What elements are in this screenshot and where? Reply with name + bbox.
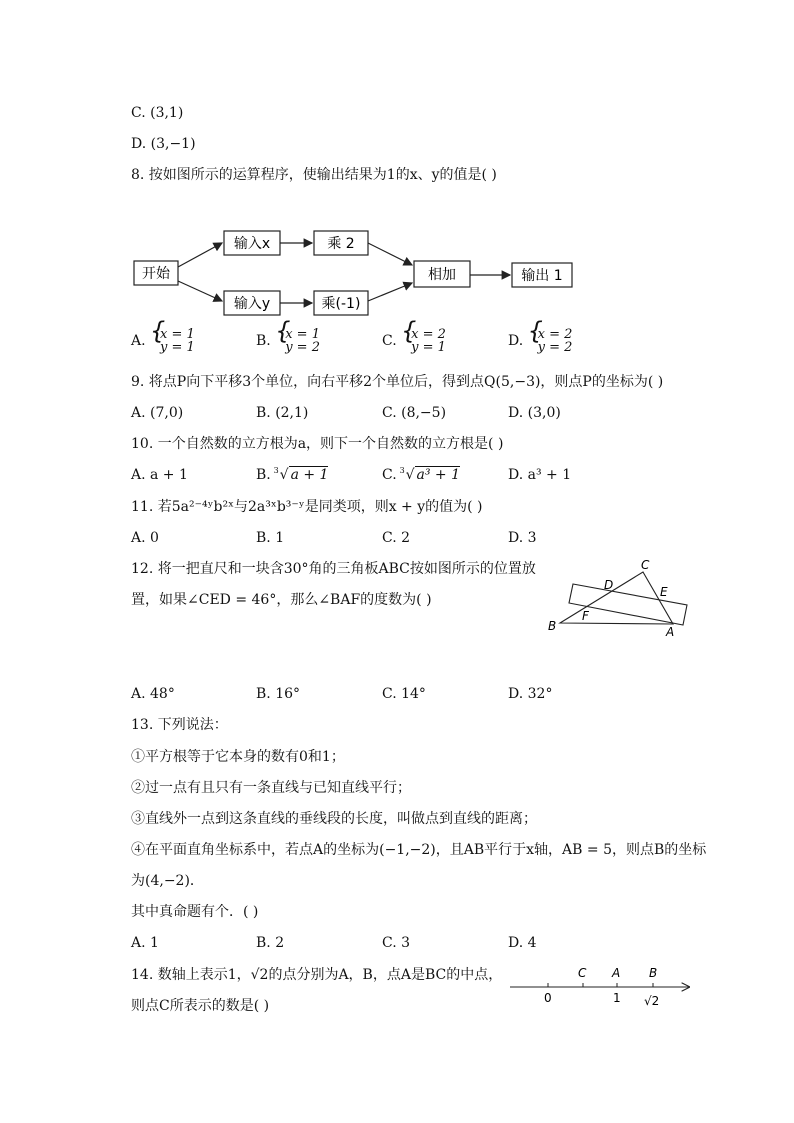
q11-option-b: B. 1 [256, 530, 285, 546]
label-c: C [641, 558, 650, 572]
q8-option-d: D. { x = 2 y = 2 [508, 328, 572, 354]
q10-option-a: A. a + 1 [131, 467, 188, 483]
q9-option-b: B. (2,1) [256, 405, 309, 421]
flow-add-text: 相加 [428, 267, 456, 283]
label-f: F [582, 609, 589, 623]
q9-option-a: A. (7,0) [131, 405, 184, 421]
q13-question: 其中真命题有个．( ) [131, 904, 259, 920]
flow-mul2-text: 乘 2 [327, 236, 355, 252]
q13-statement-2: ②过一点有且只有一条直线与已知直线平行； [131, 780, 411, 796]
q12-stem-line2: 置，如果∠CED = 46°，那么∠BAF的度数为( ) [131, 592, 432, 608]
q11-stem: 11. 若5a²⁻⁴ʸb²ˣ与2a³ˣb³⁻ʸ是同类项，则x + y的值为( ) [131, 499, 483, 515]
axis-label-zero: 0 [544, 991, 552, 1005]
q12-option-c: C. 14° [382, 686, 426, 702]
q8-stem: 8. 按如图所示的运算程序，使输出结果为1的x、y的值是( ) [131, 167, 497, 183]
q12-option-d: D. 32° [508, 686, 553, 702]
q13-statement-1: ①平方根等于它本身的数有0和1； [131, 749, 345, 765]
label-a: A [666, 625, 675, 639]
q14-stem-line2: 则点C所表示的数是( ) [131, 998, 270, 1014]
q14-number-line [505, 962, 695, 1012]
q7-option-d: D. (3,−1) [131, 136, 196, 152]
q8-option-a: A. { x = 1 y = 1 [131, 328, 195, 354]
q10-option-b: B. 3 √ a + 1 [256, 466, 329, 483]
q9-option-c: C. (8,−5) [382, 405, 447, 421]
label-e: E [660, 585, 668, 599]
axis-label-one: 1 [613, 991, 621, 1005]
label-d: D [604, 578, 614, 592]
flow-input-x-text: 输入x [233, 236, 271, 252]
q13-option-b: B. 2 [256, 935, 285, 951]
q7-option-c: C. (3,1) [131, 105, 184, 121]
q12-figure [540, 555, 700, 645]
axis-label-sqrt2: √2 [644, 994, 660, 1008]
flow-input-y-text: 输入y [233, 296, 271, 312]
q13-option-a: A. 1 [131, 935, 159, 951]
flow-start-text: 开始 [142, 266, 170, 282]
q8-option-b: B. { x = 1 y = 2 [256, 328, 320, 354]
q11-option-a: A. 0 [131, 530, 159, 546]
q13-statement-3: ③直线外一点到这条直线的垂线段的长度，叫做点到直线的距离； [131, 811, 537, 827]
q13-stem: 13. 下列说法： [131, 717, 228, 733]
q11-option-c: C. 2 [382, 530, 411, 546]
q13-statement-4a: ④在平面直角坐标系中，若点A的坐标为(−1,−2)，且AB平行于x轴，AB = 5，则点B的坐标 [131, 842, 707, 858]
q12-option-a: A. 48° [131, 686, 175, 702]
q12-option-b: B. 16° [256, 686, 301, 702]
flow-output-text: 输出 1 [521, 268, 563, 284]
q9-option-d: D. (3,0) [508, 405, 561, 421]
q8-flowchart [130, 225, 580, 320]
q10-stem: 10. 一个自然数的立方根为a，则下一个自然数的立方根是( ) [131, 436, 504, 452]
axis-label-a: A [612, 966, 621, 980]
q13-option-d: D. 4 [508, 935, 537, 951]
q8-option-c: C. { x = 2 y = 1 [382, 328, 446, 354]
q11-option-d: D. 3 [508, 530, 537, 546]
q9-stem: 9. 将点P向下平移3个单位，向右平移2个单位后，得到点Q(5,−3)，则点P的坐标为( ) [131, 374, 664, 390]
q10-option-c: C. 3 √ a³ + 1 [382, 466, 460, 483]
flow-mulneg1-text: 乘(-1) [321, 296, 361, 312]
q14-stem-line1: 14. 数轴上表示1，√2的点分别为A，B，点A是BC的中点， [131, 967, 503, 983]
q13-statement-4b: 为(4,−2)． [131, 873, 204, 889]
q13-option-c: C. 3 [382, 935, 411, 951]
axis-label-c: C [578, 966, 587, 980]
triangle-abc [560, 572, 673, 624]
axis-label-b: B [649, 966, 658, 980]
label-b: B [548, 619, 557, 633]
q10-option-d: D. a³ + 1 [508, 467, 572, 483]
q12-stem-line1: 12. 将一把直尺和一块含30°角的三角板ABC按如图所示的位置放 [131, 561, 536, 577]
